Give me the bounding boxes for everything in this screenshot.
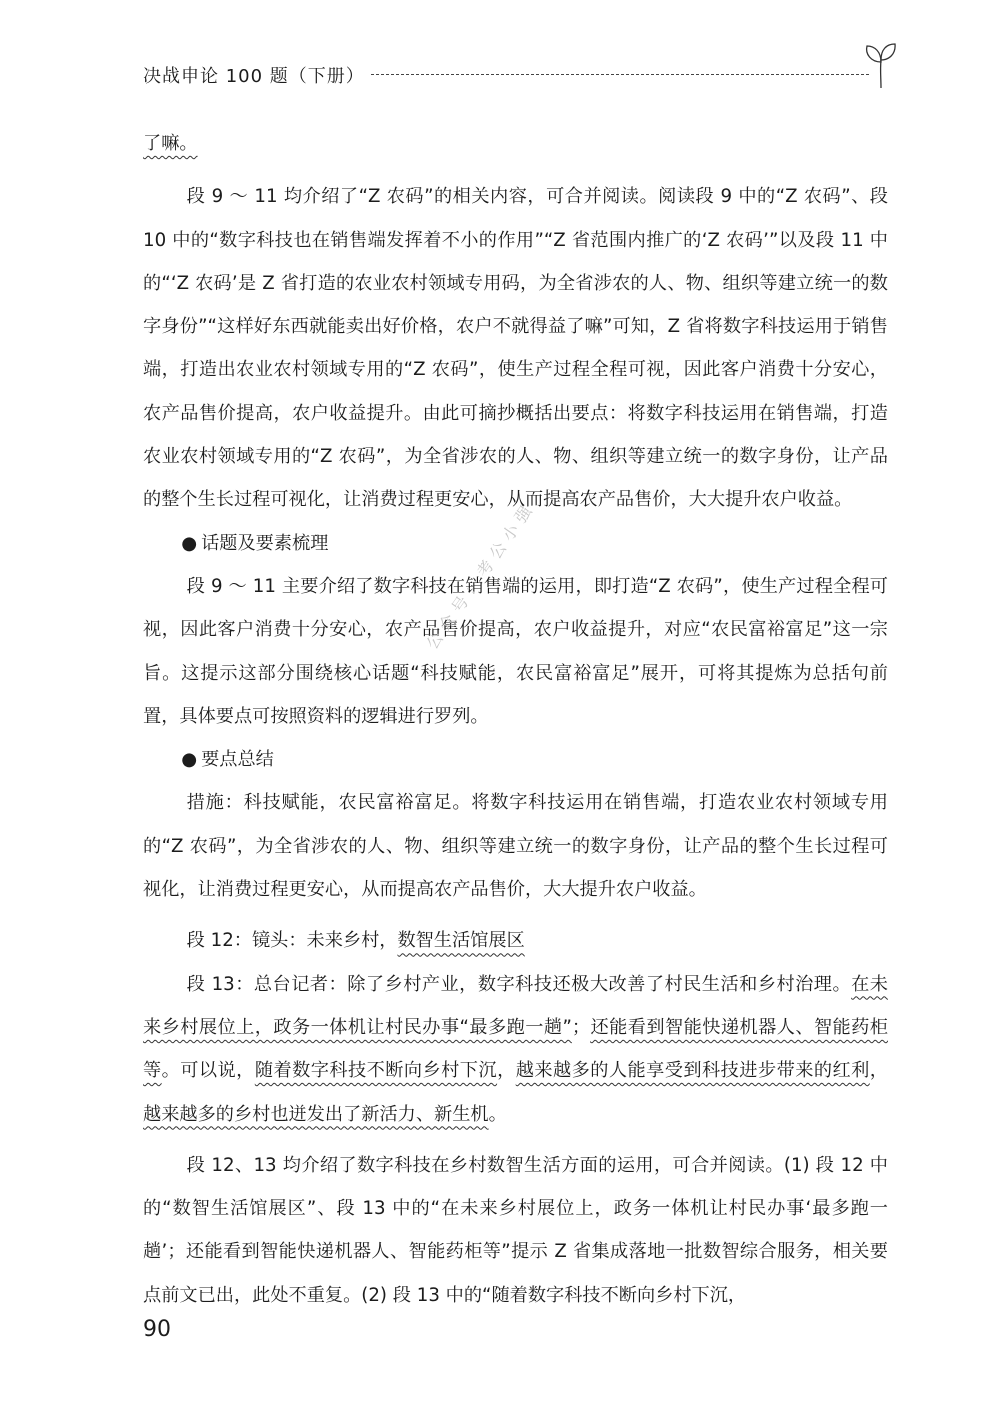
segment-text: 。 [488,1103,507,1125]
paragraph-continuation [143,122,888,165]
paragraph-segment-12 [143,919,888,962]
page-body [143,122,888,1317]
paragraph-topic-analysis: 段 9 ～ 11 主要介绍了数字科技在销售端的运用，即打造“Z 农码”，使生产过程全程可视，因此客户消费十分安心，农产品售价提高，农户收益提升，对应“农民富裕富足”这一宗旨。这提示这部分围绕核心话题“科技赋能，农民富裕富足”展开，可将其提炼为总括句前置，具体要点可按照资料的逻辑进行罗列。 [143,575,888,727]
paragraph-analysis-9-11: 段 9 ～ 11 均介绍了“Z 农码”的相关内容，可合并阅读。阅读段 9 中的“Z 农码”、段 10 中的“数字科技也在销售端发挥着不小的作用”“Z 省范围内推广的‘Z 农码’”以及段 11 中的“‘Z 农码’是 Z 省打造的农业农村领域专用码，为全省涉农的人、物、组织等建立统一的数字身份”“这样好东西就能卖出好价格，农户不就得益了嘛”可知，Z 省将数字科技运用于销售端，打造出农业农村领域专用的“Z 农码”，使生产过程全程可视，因此客户消费十分安心，农产品售价提高，农户收益提升。由此可摘抄概括出要点：将数字科技运用在销售端，打造农业农村领域专用的“Z 农码”，为全省涉农的人、物、组织等建立统一的数字身份，让产品的整个生长过程可视化，让消费过程更安心，从而提高农产品售价，大大提升农户收益。 [143,186,888,511]
underlined-quote: 还能看到智能快递机器人、智能药柜等 [143,1016,888,1082]
sprout-icon [861,38,901,90]
underlined-quote: 随着数字科技不断向乡村下沉 [254,1060,498,1082]
segment-text: 段 13：总台记者：除了乡村产业，数字科技还极大改善了村民生活和乡村治理。 [186,973,852,995]
underlined-quote: 越来越多的人能享受到科技进步带来的红利 [515,1060,870,1082]
subheading-label: 要点总结 [201,749,274,771]
book-title: 决战申论 100 题（下册） [143,66,365,87]
underlined-quote: 数智生活馆展区 [397,930,525,952]
paragraph-key-points-summary: 措施：科技赋能，农民富裕富足。将数字科技运用在销售端，打造农业农村领域专用的“Z 农码”，为全省涉农的人、物、组织等建立统一的数字身份，让产品的整个生长过程可视化，让消费过程更安心，从而提高农产品售价，大大提升农户收益。 [143,792,888,901]
header-dashed-rule [371,74,869,75]
segment-text: 段 12：镜头：未来乡村， [186,930,398,952]
spacer [143,1136,888,1144]
underlined-quote: 在未来乡村展位上，政务一体机让村民办事“最多跑一趟” [143,973,888,1038]
spacer [143,165,888,175]
segment-text: ； [571,1016,591,1038]
bullet-icon: ● [181,749,198,771]
page-number: 90 [143,1317,171,1342]
paragraph-analysis-12-13: 段 12、13 均介绍了数字科技在乡村数智生活方面的运用，可合并阅读。(1) 段 12 中的“数智生活馆展区”、段 13 中的“在未来乡村展位上，政务一体机让村民办事‘最多跑一趟’；还能看到智能快递机器人、智能药柜等”提示 Z 省集成落地一批数智综合服务，相关要点前文已出，此处不重复。(2) 段 13 中的“随着数字科技不断向乡村下沉， [143,1154,888,1306]
bullet-icon: ● [181,532,198,554]
segment-text: ， [869,1060,888,1082]
watermark: 公众号：考公小强 [422,497,539,653]
subheading-key-points [143,738,888,781]
subheading-label: 话题及要素梳理 [201,532,329,554]
spacer [143,911,888,919]
segment-text: ， [497,1060,516,1082]
paragraph-segment-13 [143,963,888,1136]
underlined-quote: 了嘛。 [143,133,198,154]
underlined-quote: 越来越多的乡村也迸发出了新活力、新生机 [143,1103,489,1125]
running-header [143,56,903,92]
segment-text: 。可以说， [161,1060,255,1082]
